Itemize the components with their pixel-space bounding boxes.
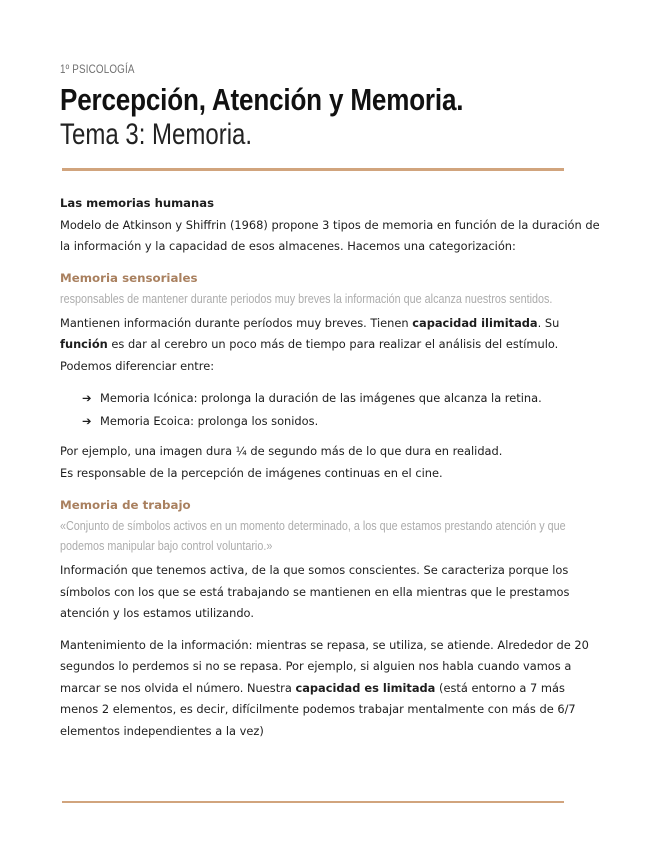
sensorial-description: responsables de mantener durante periodos muy breves la información que alcanza nuestros sentidos. xyxy=(60,290,553,306)
document-body xyxy=(60,193,600,752)
sensorial-heading: Memoria sensoriales xyxy=(60,270,198,285)
trabajo-description: «Conjunto de símbolos activos en un momento determinado, a los que estamos prestando atención y que podemos manipular bajo control voluntario.» xyxy=(60,518,566,553)
trabajo-heading: Memoria de trabajo xyxy=(60,498,191,512)
bold-capacidad-limitada: capacidad es limitada xyxy=(295,680,436,695)
bold-funcion: función xyxy=(60,337,108,351)
arrow-right-icon: ➔ xyxy=(82,391,92,405)
text-run: . Su xyxy=(537,315,560,330)
footer-divider xyxy=(62,801,564,803)
list-item-text: Memoria Icónica: prolonga la duración de las imágenes que alcanza la retina. xyxy=(100,391,542,405)
bold-capacidad-ilimitada: capacidad ilimitada xyxy=(412,315,538,330)
arrow-right-icon: ➔ xyxy=(82,413,92,428)
text-run: es dar al cerebro un poco más de tiempo para realizar el análisis del estímulo. Podemos diferenciar entre: xyxy=(60,337,559,373)
document-subtitle: Tema 3: Memoria. xyxy=(60,118,253,151)
text-run: Mantienen información durante períodos muy breves. Tienen xyxy=(60,315,413,330)
intro-paragraph: Modelo de Atkinson y Shiffrin (1968) propone 3 tipos de memoria en función de la duración de la información y la capacidad de esos almacenes. Hacemos una categorización: xyxy=(60,217,600,253)
text-run: (está entorno a 7 más menos 2 elementos, es decir, difícilmente podemos trabajar mentalmente con más de 6/7 elementos independientes a la vez) xyxy=(60,680,576,738)
trabajo-paragraph-2 xyxy=(60,635,600,743)
example-line: Por ejemplo, una imagen dura ¼ de segundo más de lo que dura en realidad. xyxy=(60,444,503,458)
example-line: Es responsable de la percepción de imágenes continuas en el cine. xyxy=(60,465,443,480)
list-item-text: Memoria Ecoica: prolonga los sonidos. xyxy=(100,413,319,428)
list-item xyxy=(82,410,600,433)
course-label: 1º PSICOLOGÍA xyxy=(60,62,135,76)
sensorial-list xyxy=(60,387,600,432)
list-item xyxy=(82,387,600,410)
text-run: Mantenimiento de la información: mientras se repasa, se utiliza, se atiende. Alrededor de 20 segundos lo perdemos si no se repasa. Por ejemplo, si alguien nos habla cuando vamos a marcar se nos olvida el número. Nuestra xyxy=(60,637,589,695)
header-divider xyxy=(62,168,564,171)
document-title: Percepción, Atención y Memoria. xyxy=(60,82,464,117)
trabajo-paragraph-1: Información que tenemos activa, de la que somos conscientes. Se caracteriza porque los símbolos con los que se está trabajando se mantienen en ella mientras que le prestamos atención y los estamos utilizando. xyxy=(60,563,570,620)
section-heading: Las memorias humanas xyxy=(60,196,214,210)
sensorial-paragraph xyxy=(60,313,600,378)
